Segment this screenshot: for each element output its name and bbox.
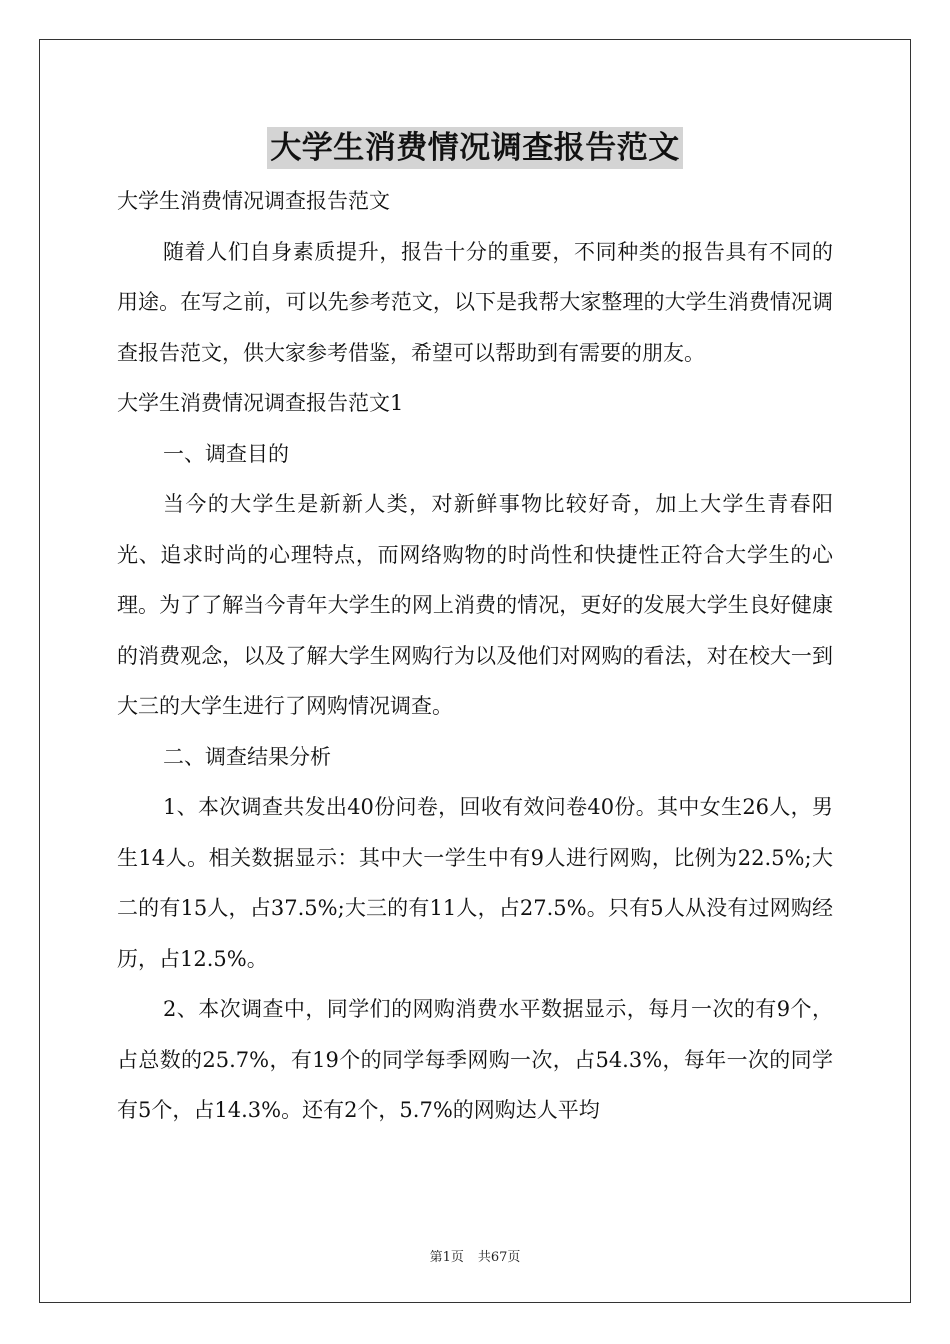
document-title: 大学生消费情况调查报告范文 [267,127,683,169]
page-number: 第1页 [429,1250,464,1265]
page-footer [0,1246,950,1265]
paragraph: 2、本次调查中，同学们的网购消费水平数据显示，每月一次的有9个，占总数的25.7%，有19个的同学每季网购一次，占54.3%，每年一次的同学有5个，占14.3%。还有2个，5.7%的网购达人平均 [117,997,833,1122]
document-body [117,176,833,1136]
paragraph: 当今的大学生是新新人类，对新鲜事物比较好奇，加上大学生青春阳光、追求时尚的心理特点，而网络购物的时尚性和快捷性正符合大学生的心理。为了了解当今青年大学生的网上消费的情况，更好的发展大学生良好健康的消费观念，以及了解大学生网购行为以及他们对网购的看法，对在校大一到大三的大学生进行了网购情况调查。 [117,492,833,718]
paragraph: 随着人们自身素质提升，报告十分的重要，不同种类的报告具有不同的用途。在写之前，可以先参考范文，以下是我帮大家整理的大学生消费情况调查报告范文，供大家参考借鉴，希望可以帮助到有需要的朋友。 [117,239,833,365]
title-container [0,127,950,169]
paragraph: 大学生消费情况调查报告范文 [117,189,390,213]
section-heading: 二、调查结果分析 [163,744,331,769]
paragraph: 大学生消费情况调查报告范文1 [117,391,404,415]
section-heading: 一、调查目的 [163,441,289,466]
page-total: 共67页 [477,1250,521,1265]
paragraph: 1、本次调查共发出40份问卷，回收有效问卷40份。其中女生26人，男生14人。相关数据显示：其中大一学生中有9人进行网购，比例为22.5%;大二的有15人，占37.5%;大三的有11人，占27.5%。只有5人从没有过网购经历，占12.5%。 [117,795,833,971]
